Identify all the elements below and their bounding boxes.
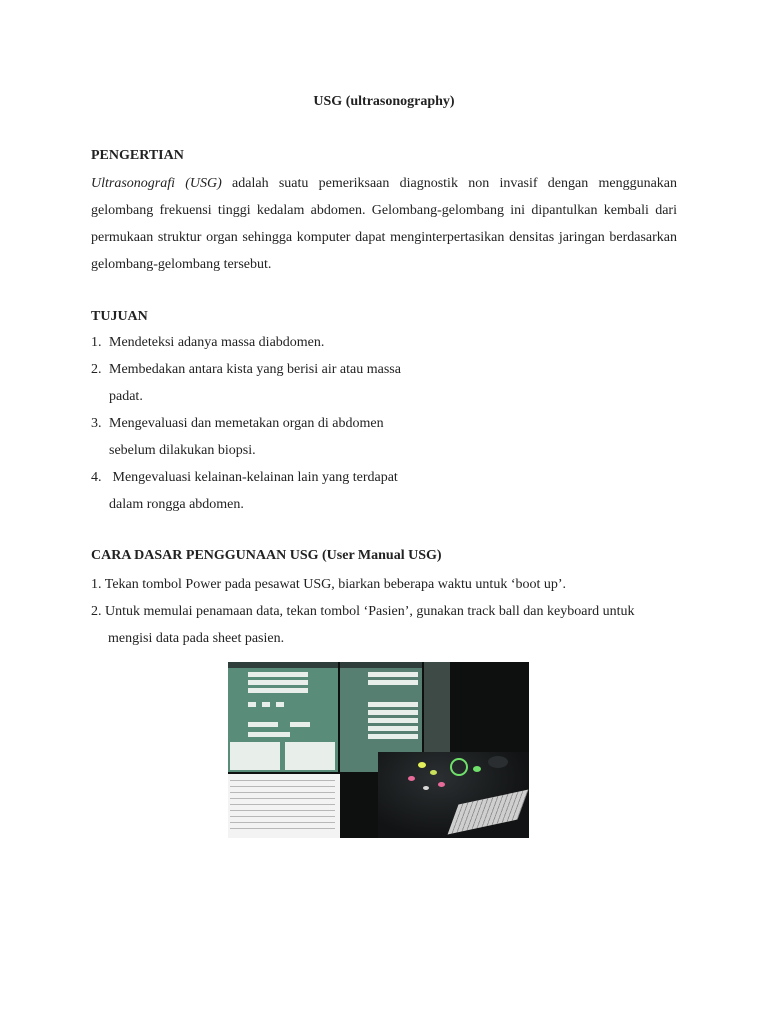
panel-header <box>340 662 422 668</box>
list-text: Membedakan antara kista yang berisi air atau massa <box>109 362 401 377</box>
control-button <box>408 776 415 781</box>
step-2 <box>91 598 681 652</box>
control-button <box>438 782 445 787</box>
list-text-continued: dalam rongga abdomen. <box>109 497 244 512</box>
list-text-continued: sebelum dilakukan biopsi. <box>109 443 256 458</box>
panel-header <box>228 662 338 668</box>
list-number: 2. <box>91 362 102 377</box>
form-field <box>368 702 418 707</box>
form-field <box>368 734 418 739</box>
step-text: 1. Tekan tombol Power pada pesawat USG, biarkan beberapa waktu untuk ‘boot up’. <box>91 577 567 592</box>
table-row <box>230 822 335 823</box>
control-button <box>473 766 481 772</box>
patient-info-panel <box>228 662 338 772</box>
text-area <box>285 742 335 770</box>
list-text: Mengevaluasi kelainan-kelainan lain yang terdapat <box>109 470 398 485</box>
form-field <box>368 710 418 715</box>
list-item-tujuan-4 <box>91 464 398 518</box>
list-text: Mengevaluasi dan memetakan organ di abdomen <box>109 416 384 431</box>
patient-list-table <box>228 774 340 838</box>
table-row <box>230 828 335 829</box>
paragraph-pengertian-body: adalah suatu pemeriksaan diagnostik non invasif dengan menggunakan gelombang frekuensi tinggi kedalam abdomen. Gelombang-gelombang ini dipantulkan kembali dari permukaan struktur organ sehingga komputer dapat menginterpertasikan densitas jaringan berdasarkan gelombang-gelombang tersebut. <box>91 176 677 272</box>
list-item-tujuan-1 <box>91 329 324 356</box>
heading-pengertian: PENGERTIAN <box>91 148 184 163</box>
form-field <box>262 702 270 707</box>
paragraph-pengertian <box>91 170 677 278</box>
control-button <box>418 762 426 768</box>
text-area <box>230 742 280 770</box>
list-item-tujuan-3 <box>91 410 384 464</box>
table-row <box>230 792 335 793</box>
form-field <box>368 680 418 685</box>
form-field <box>248 672 308 677</box>
form-field <box>290 722 310 727</box>
list-text-continued: padat. <box>109 389 143 404</box>
control-button <box>430 770 437 775</box>
list-number: 3. <box>91 416 102 431</box>
form-field <box>368 726 418 731</box>
step-text-continued: mengisi data pada sheet pasien. <box>108 631 285 646</box>
term-usg: Ultrasonografi (USG) <box>91 176 222 191</box>
table-row <box>230 786 335 787</box>
list-text: Mendeteksi adanya massa diabdomen. <box>109 335 325 350</box>
usg-screenshot-image <box>228 662 529 838</box>
step-text: 2. Untuk memulai penamaan data, tekan tombol ‘Pasien’, gunakan track ball dan keyboard untuk <box>91 604 635 619</box>
document-title: USG (ultrasonography) <box>313 94 455 109</box>
step-1 <box>91 571 681 598</box>
table-row <box>230 810 335 811</box>
form-field <box>248 688 308 693</box>
table-row <box>230 804 335 805</box>
table-row <box>230 780 335 781</box>
heading-cara: CARA DASAR PENGGUNAAN USG (User Manual USG) <box>91 548 442 563</box>
hand <box>488 756 508 768</box>
heading-tujuan: TUJUAN <box>91 309 148 324</box>
form-field <box>248 722 278 727</box>
form-field <box>248 732 290 737</box>
form-field <box>276 702 284 707</box>
form-field <box>368 672 418 677</box>
list-item-tujuan-2 <box>91 356 401 410</box>
trackball-ring <box>450 758 468 776</box>
list-number: 4. <box>91 470 102 485</box>
table-row <box>230 798 335 799</box>
table-row <box>230 816 335 817</box>
control-button <box>423 786 429 790</box>
form-field <box>248 702 256 707</box>
list-number: 1. <box>91 335 102 350</box>
form-field <box>248 680 308 685</box>
form-field <box>368 718 418 723</box>
